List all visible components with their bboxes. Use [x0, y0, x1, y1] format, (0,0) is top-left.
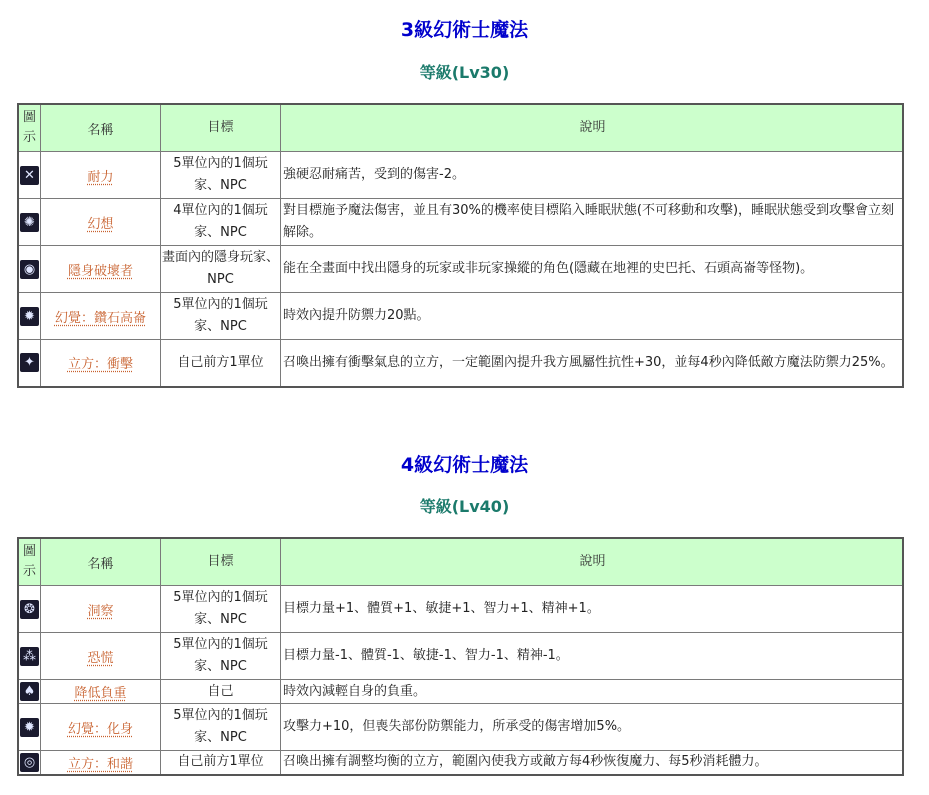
- skill-desc: 強硬忍耐痛苦，受到的傷害-2。: [281, 152, 904, 199]
- skill-target: 4單位內的1個玩家、NPC: [161, 199, 281, 246]
- table-row: [18, 680, 903, 704]
- skill-name-link[interactable]: 隱身破壞者: [67, 263, 133, 279]
- header-desc: 說明: [281, 538, 904, 586]
- skill-table: [17, 537, 904, 776]
- cube-harmony-icon: ◎: [20, 753, 39, 772]
- skill-name-link[interactable]: 立方：和諧: [67, 756, 133, 772]
- skill-desc: 召喚出擁有調整均衡的立方，範圍內使我方或敵方每4秒恢復魔力、每5秒消耗體力。: [281, 751, 904, 775]
- header-icon: 圖示: [18, 104, 41, 152]
- skill-desc: 目標力量+1、體質+1、敏捷+1、智力+1、精神+1。: [281, 586, 904, 633]
- table-row: [18, 340, 903, 387]
- skill-target: 5單位內的1個玩家、NPC: [161, 293, 281, 340]
- incarnation-icon: ✹: [20, 718, 39, 737]
- table-row: [18, 152, 903, 199]
- table-header-row: [18, 104, 903, 152]
- header-icon: 圖示: [18, 538, 41, 586]
- section-level: 等級(Lv40): [419, 497, 510, 516]
- header-desc: 說明: [281, 104, 904, 152]
- skill-name-link[interactable]: 洞察: [87, 603, 114, 619]
- skill-name-link[interactable]: 幻想: [87, 216, 114, 232]
- illusion-icon: ✺: [20, 213, 39, 232]
- stone-golem-icon: ✹: [20, 307, 39, 326]
- skill-target: 5單位內的1個玩家、NPC: [161, 704, 281, 751]
- skill-target: 5單位內的1個玩家、NPC: [161, 586, 281, 633]
- skill-desc: 時效內減輕自身的負重。: [281, 680, 904, 704]
- skill-target: 5單位內的1個玩家、NPC: [161, 152, 281, 199]
- table-header-row: [18, 538, 903, 586]
- endurance-icon: ✕: [20, 166, 39, 185]
- skill-name-link[interactable]: 幻覺：鑽石高崙: [54, 310, 146, 326]
- skill-target: 5單位內的1個玩家、NPC: [161, 633, 281, 680]
- table-row: [18, 586, 903, 633]
- skill-desc: 攻擊力+10，但喪失部份防禦能力，所承受的傷害增加5%。: [281, 704, 904, 751]
- skill-target: 自己: [161, 680, 281, 704]
- header-name: 名稱: [41, 104, 161, 152]
- table-row: [18, 751, 903, 775]
- section-title: 4級幻術士魔法: [400, 454, 529, 476]
- skill-name-link[interactable]: 立方：衝擊: [67, 357, 133, 373]
- skill-desc: 能在全畫面中找出隱身的玩家或非玩家操縱的角色(隱藏在地裡的史巴托、石頭高崙等怪物)。: [281, 246, 904, 293]
- skill-target: 自己前方1單位: [161, 751, 281, 775]
- skill-desc: 目標力量-1、體質-1、敏捷-1、智力-1、精神-1。: [281, 633, 904, 680]
- header-target: 目標: [161, 538, 281, 586]
- table-row: [18, 199, 903, 246]
- skill-desc: 時效內提升防禦力20點。: [281, 293, 904, 340]
- header-name: 名稱: [41, 538, 161, 586]
- section-level: 等級(Lv30): [419, 63, 510, 82]
- skill-name-link[interactable]: 耐力: [87, 169, 114, 185]
- panic-icon: ⁂: [20, 647, 39, 666]
- insight-icon: ❂: [20, 600, 39, 619]
- skill-name-link[interactable]: 幻覺：化身: [67, 721, 133, 737]
- table-row: [18, 293, 903, 340]
- cube-shock-icon: ✦: [20, 353, 39, 372]
- section-title: 3級幻術士魔法: [400, 19, 529, 41]
- skill-target: 畫面內的隱身玩家、NPC: [161, 246, 281, 293]
- skill-name-link[interactable]: 恐慌: [87, 650, 114, 666]
- skill-target: 自己前方1單位: [161, 340, 281, 387]
- skill-desc: 對目標施予魔法傷害，並且有30%的機率使目標陷入睡眠狀態(不可移動和攻擊)，睡眠狀態受到攻擊會立刻解除。: [281, 199, 904, 246]
- skill-name-link[interactable]: 降低負重: [74, 686, 127, 701]
- table-row: [18, 246, 903, 293]
- table-row: [18, 633, 903, 680]
- lighten-load-icon: ♠: [20, 682, 39, 701]
- table-row: [18, 704, 903, 751]
- header-target: 目標: [161, 104, 281, 152]
- skill-desc: 召喚出擁有衝擊氣息的立方，一定範圍內提升我方風屬性抗性+30，並每4秒內降低敵方魔法防禦力25%。: [281, 340, 904, 387]
- skill-table: [17, 103, 904, 388]
- reveal-icon: ◉: [20, 260, 39, 279]
